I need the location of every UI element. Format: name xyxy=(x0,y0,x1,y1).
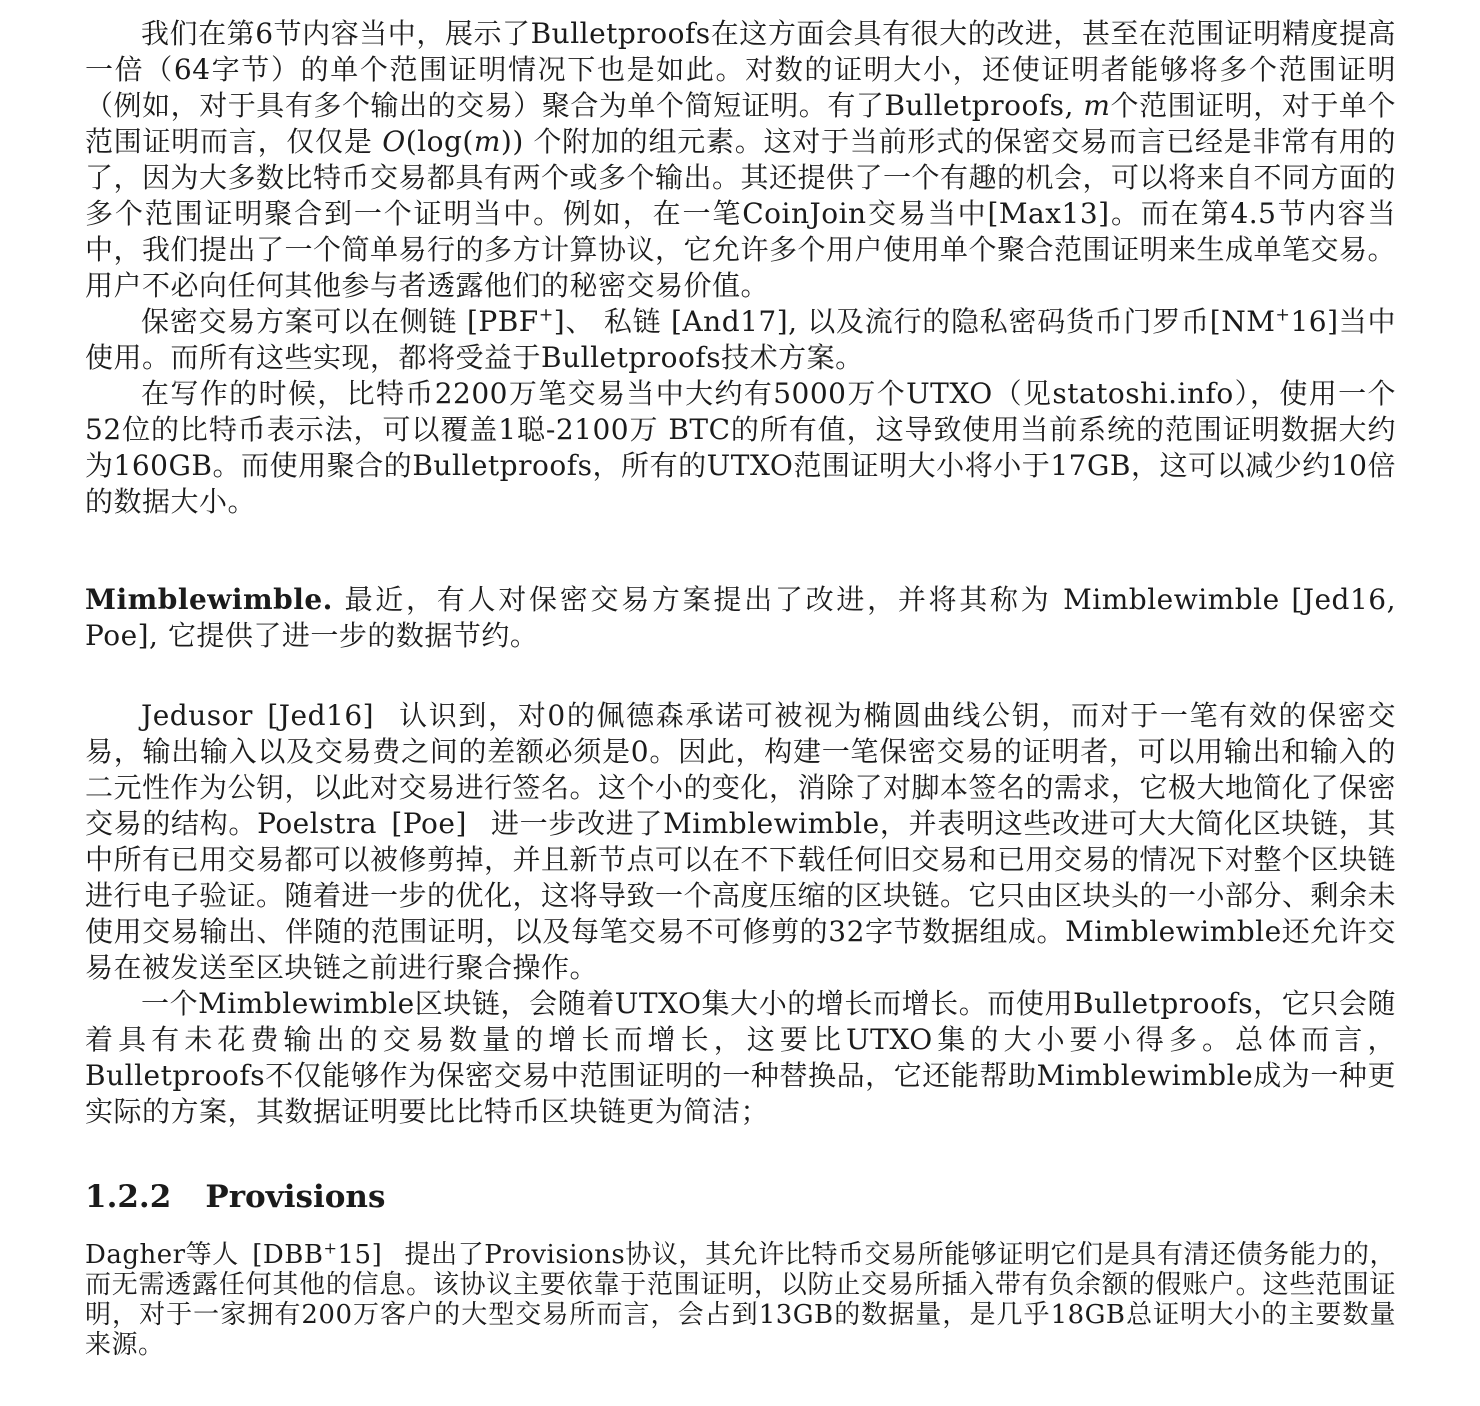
para-jedusor-poelstra: Jedusor [Jed16] 认识到，对0的佩德森承诺可被视为椭圆曲线公钥，而对于一笔有效的保密交易，输出输入以及交易费之间的差额必须是0。因此，构建一笔保密交易的证明者，可以用输出和输入的二元性作为公钥，以此对交易进行签名。这个小的变化，消除了对脚本签名的需求，它极大地简化了保密交易的结构。Poelstra [Poe] 进一步改进了Mimblewimble，并表明这些改进可大大简化区块链，其中所有已用交易都可以被修剪掉，并且新节点可以在不下载任何旧交易和已用交易的情况下对整个区块链进行电子验证。随着进一步的优化，这将导致一个高度压缩的区块链。它只由区块头的一小部分、剩余未使用交易输出、伴随的范围证明，以及每笔交易不可修剪的32字节数据组成。Mimblewimble还允许交易在被发送至区块链之前进行聚合操作。 xyxy=(85,699,1397,984)
section-title: Provisions xyxy=(205,1179,386,1215)
section-heading-provisions xyxy=(85,1178,1396,1216)
para-utxo-size-estimate: 在写作的时候，比特币2200万笔交易当中大约有5000万个UTXO（见statoshi.info），使用一个52位的比特币表示法，可以覆盖1聪-2100万 BTC的所有值，这导致使用当前系统的范围证明数据大约为160GB。而使用聚合的Bulletproofs，所有的UTXO范围证明大小将小于17GB，这可以减少约10倍的数据大小。 xyxy=(85,377,1396,518)
section-number: 1.2.2 xyxy=(85,1179,172,1215)
para-provisions: Dagher等人 [DBB+15] 提出了Provisions协议，其允许比特币交易所能够证明它们是具有清还债务能力的，而无需透露任何其他的信息。该协议主要依靠于范围证明，以防止交易所插入带有负余额的假账户。这些范围证明，对于一家拥有200万客户的大型交易所而言，会占到13GB的数据量，是几乎18GB总证明大小的主要数量来源。 xyxy=(85,1238,1396,1360)
para-bulletproofs-aggregation: 我们在第6节内容当中，展示了Bulletproofs在这方面会具有很大的改进，甚至在范围证明精度提高一倍（64字节）的单个范围证明情况下也是如此。对数的证明大小，还使证明者能够将多个范围证明（例如，对于具有多个输出的交易）聚合为单个简短证明。有了Bulletproofs, m个范围证明，对于单个范围证明而言，仅仅是 O(log(m)) 个附加的组元素。这对于当前形式的保密交易而言已经是非常有用的了，因为大多数比特币交易都具有两个或多个输出。其还提供了一个有趣的机会，可以将来自不同方面的多个范围证明聚合到一个证明当中。例如，在一笔CoinJoin交易当中[Max13]。而在第4.5节内容当中，我们提出了一个简单易行的多方计算协议，它允许多个用户使用单个聚合范围证明来生成单笔交易。用户不必向任何其他参与者透露他们的秘密交易价值。 xyxy=(85,17,1397,302)
para-mimblewimble-growth: 一个Mimblewimble区块链，会随着UTXO集大小的增长而增长。而使用Bulletproofs，它只会随着具有未花费输出的交易数量的增长而增长，这要比UTXO集的大小要小得多。总体而言，Bulletproofs不仅能够作为保密交易中范围证明的一种替换品，它还能帮助Mimblewimble成为一种更实际的方案，其数据证明要比比特币区块链更为简洁； xyxy=(85,987,1396,1128)
para-mimblewimble-intro: Mimblewimble. 最近，有人对保密交易方案提出了改进，并将其称为 Mimblewimble [Jed16, Poe], 它提供了进一步的数据节约。 xyxy=(85,583,1396,652)
para-confidential-tx-deployments: 保密交易方案可以在侧链 [PBF+]、 私链 [And17], 以及流行的隐私密码货币门罗币[NM+16]当中使用。而所有这些实现，都将受益于Bulletproofs技术方案。 xyxy=(85,305,1396,374)
